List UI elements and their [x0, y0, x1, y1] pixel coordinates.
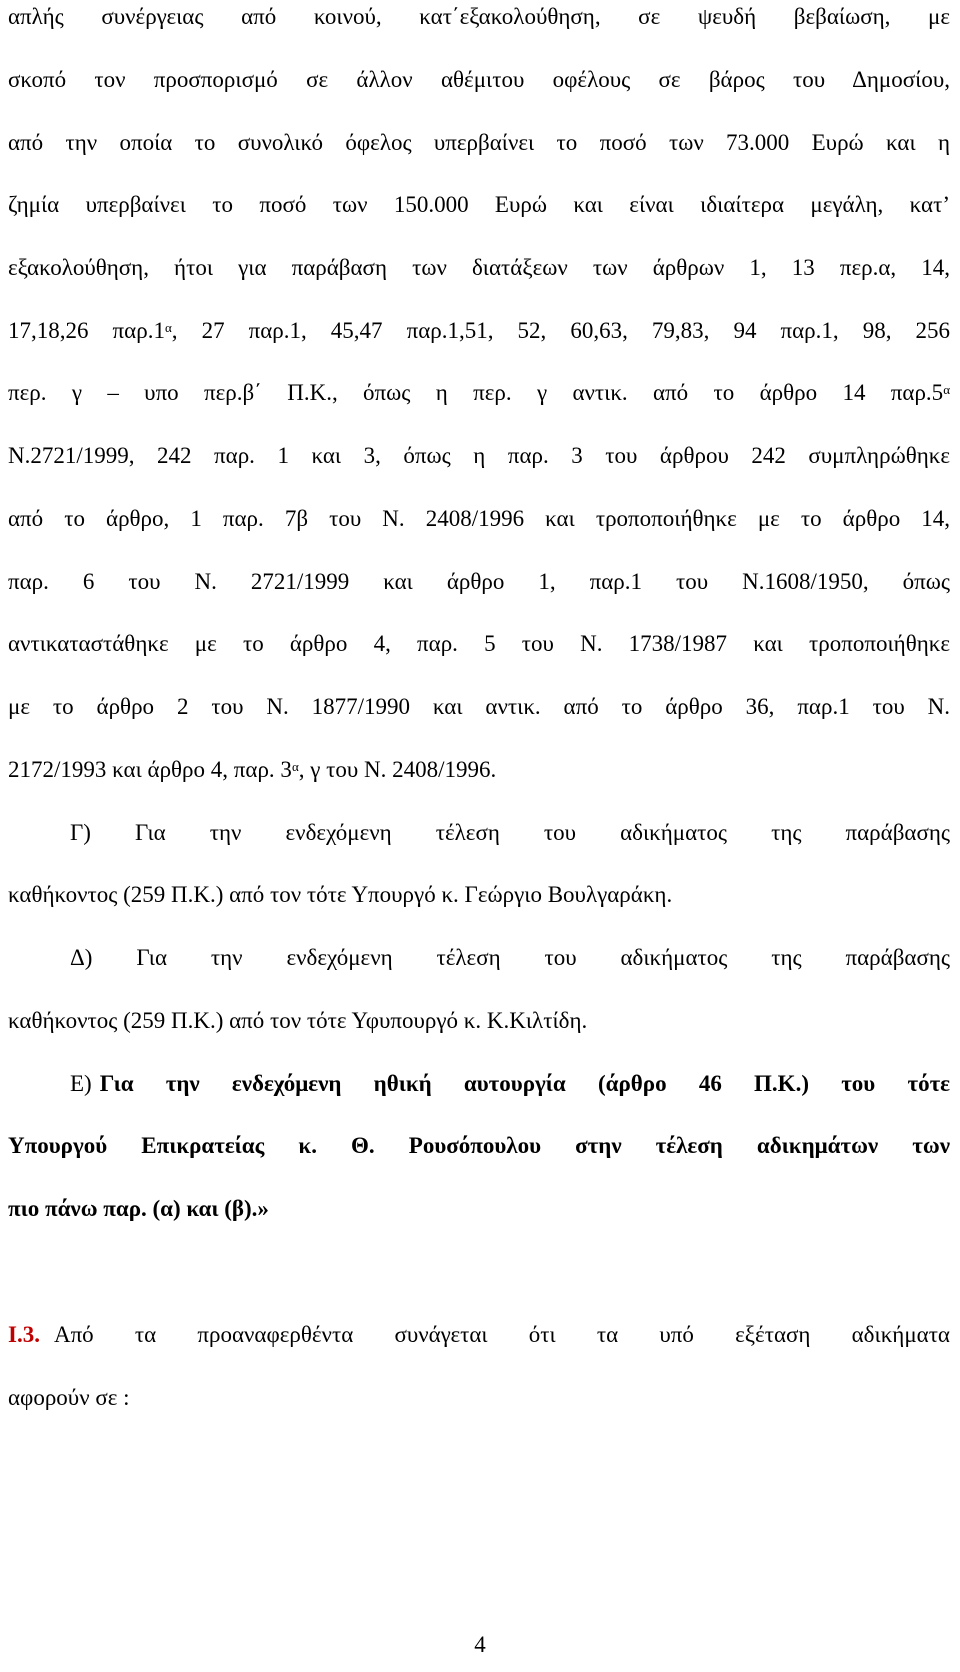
text-line: με το άρθρο 2 του Ν. 1877/1990 και αντικ. από το άρθρο 36, παρ.1 του Ν. — [8, 694, 950, 719]
paragraph-e-line: Ε) Για την ενδεχόμενη ηθική αυτουργία (άρθρο 46 Π.Κ.) του τότε — [70, 1071, 950, 1096]
section-heading-line: Ι.3. Από τα προαναφερθέντα συνάγεται ότι τα υπό εξέταση αδικήματα — [8, 1320, 950, 1350]
text-line: από το άρθρο, 1 παρ. 7β του Ν. 2408/1996 και τροποποιήθηκε με το άρθρο 14, — [8, 506, 950, 531]
text-line: απλής συνέργειας από κοινού, κατ΄εξακολούθηση, σε ψευδή βεβαίωση, με — [8, 4, 950, 29]
text-line: ζημία υπερβαίνει το ποσό των 150.000 Ευρώ και είναι ιδιαίτερα μεγάλη, κατ’ — [8, 192, 950, 217]
text-line: από την οποία το συνολικό όφελος υπερβαίνει το ποσό των 73.000 Ευρώ και η — [8, 130, 950, 155]
paragraph-e-line: πιο πάνω παρ. (α) και (β).» — [8, 1196, 269, 1221]
paragraph-d-line: Δ) Για την ενδεχόμενη τέλεση του αδικήματος της παράβασης — [70, 945, 950, 970]
text-line: παρ. 6 του Ν. 2721/1999 και άρθρο 1, παρ.1 του Ν.1608/1950, όπως — [8, 569, 950, 594]
section-line: αφορούν σε : — [8, 1385, 130, 1410]
text-line: Ν.2721/1999, 242 παρ. 1 και 3, όπως η παρ. 3 του άρθρου 242 συμπληρώθηκε — [8, 443, 950, 468]
paragraph-e-line: Υπουργού Επικρατείας κ. Θ. Ρουσόπουλου στην τέλεση αδικημάτων των — [8, 1133, 950, 1158]
paragraph-g-line: καθήκοντος (259 Π.Κ.) από τον τότε Υπουργό κ. Γεώργιο Βουλγαράκη. — [8, 882, 673, 907]
text-line: 17,18,26 $\pi\alpha\rho.1^\alpha$, 27 παρ.1, 45,47 παρ.1,51, 52, 60,63, 79,83, 94 παρ.1, 98, 256 — [8, 318, 951, 343]
text-line: σκοπό τον προσπορισμό σε άλλον αθέμιτου οφέλους σε βάρος του Δημοσίου, — [8, 67, 950, 92]
text-line: εξακολούθηση, ήτοι για παράβαση των διατάξεων των άρθρων 1, 13 περ.α, 14, — [8, 255, 950, 280]
page-number: 4 — [474, 1632, 486, 1657]
text-line: περ. γ – υπο περ.β΄ Π.Κ., όπως η περ. γ αντικ. από το άρθρο 14 $\pi\alpha\rho.5^\alpha$ — [8, 380, 950, 405]
text-line: αντικαταστάθηκε με το άρθρο 4, παρ. 5 του Ν. 1738/1987 και τροποποιήθηκε — [8, 631, 950, 656]
paragraph-d-line: καθήκοντος (259 Π.Κ.) από τον τότε Υφυπουργό κ. Κ.Κιλτίδη. — [8, 1008, 588, 1033]
paragraph-g-line: Γ) Για την ενδεχόμενη τέλεση του αδικήματος της παράβασης — [70, 820, 950, 845]
text-line: 2172/1993 και άρθρο 4, παρ. $3^\alpha$, γ του Ν. 2408/1996. — [8, 757, 497, 782]
section-number: Ι.3. — [8, 1322, 40, 1347]
